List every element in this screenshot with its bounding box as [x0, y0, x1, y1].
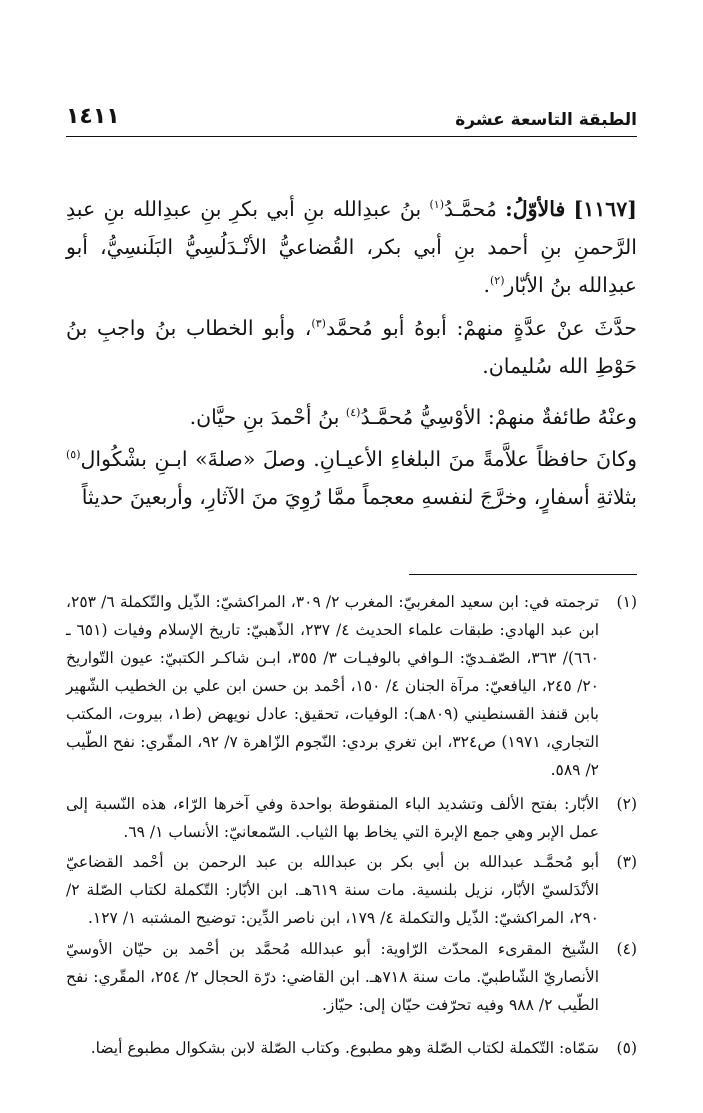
footnote-2 [66, 790, 637, 846]
text-run: حدَّثَ عنْ عدَّةٍ منهمْ: أبوهُ أبو مُحمَّد [325, 316, 637, 340]
entry-paragraph-3 [66, 398, 637, 436]
footnote-ref-5: (٥) [66, 448, 81, 462]
footnote-separator [409, 574, 637, 575]
page-number: ١٤١١ [66, 104, 120, 129]
text-run: مُحمَّـدُ [444, 197, 497, 221]
footnote-text: ترجمته في: ابن سعيد المغربيّ: المغرب ٢/ ٣٠٩، المراكشيّ: الذّيل والتّكملة ٦/ ٢٥٣، ابن عبد الهادي: طبقات علماء الحديث ٤/ ٢٣٧، الذّهبيّ: تاريخ الإسلام وفيات (٦٥١ ـ ٦٦٠)/ ٣٦٣، الصّفـديّ: الـوافي بالوفيـات ٣/ ٣٥٥، ابـن شاكـر الكتبيّ: عيون التّواريخ ٢٠/ ٢٤٥، اليافعيّ: مرآة الجنان ٤/ ١٥٠، أحْمد بن حسن ابن علي بن الخطيب الشّهير بابن قنفذ القسنطيني (٨٠٩هـ): الوفيات، تحقيق: عادل نويهض (ط١، بيروت، المكتب التجاري، ١٩٧١) ص٣٢٤، ابن تغري بردي: النّجوم الزّاهرة ٧/ ٩٢، المقّري: نفح الطّيب ٢/ ٥٨٩. [66, 593, 600, 779]
text-run: وعنْهُ طائفةٌ منهمْ: الأوْسِيُّ مُحمَّـدُ [360, 405, 637, 429]
footnote-ref-4: (٤) [345, 406, 361, 420]
footnote-number: (٢) [616, 795, 637, 813]
text-run: بنُ عبدِالله بنِ أبي بكرِ بنِ عبدِالله بنِ عبدِ الرَّحمنِ بنِ أحمد بنِ أبي بكر، القُضاعيُّ الأنْـدَلُسِيُّ البَلَنسِيُّ، أبو عبدِالله بنُ الأبّار [66, 197, 637, 297]
running-title: الطبقة التاسعة عشرة [455, 110, 637, 130]
footnote-5 [66, 1034, 637, 1062]
page-header [66, 100, 637, 137]
entry-paragraph-4 [66, 440, 637, 516]
text-run: ، وأبو الخطاب بنُ واجبِ بنُ حَوْطِ الله سُليمان. [66, 316, 637, 378]
footnote-3 [66, 848, 637, 932]
footnote-text: أبو مُحمَّـد عبدالله بن أبي بكر بن عبدالله بن عبد الرحمن بن أحْمد القضاعيّ الأنْدَلسيّ الأبّار، نزيل بلنسية. مات سنة ٦١٩هـ. ابن الأبّار: التّكملة لكتاب الصّلة ٢/ ٢٩٠، المراكشيّ: الذّيل والتكملة ٤/ ١٧٩، ابن ناصر الدِّين: توضيح المشتبه ١/ ١٢٧. [66, 853, 599, 927]
footnote-number: (١) [616, 593, 637, 611]
entry-paragraph-2 [66, 309, 637, 385]
footnote-ref-2: (٢) [490, 274, 505, 288]
footnote-4 [66, 935, 637, 1019]
entry-number: [١١٦٧] [573, 197, 637, 221]
text-run: وكانَ حافظاً علاَّمةً منَ البلغاءِ الأعيـانِ. وصلَ «صلةَ» ابـنِ بشْكُوال [80, 447, 637, 471]
footnote-text: سَمّاه: التّكملة لكتاب الصّلة وهو مطبوع. وكتاب الصّلة لابن بشكوال مطبوع أيضا. [90, 1039, 599, 1057]
text-run: . [483, 273, 490, 297]
footnote-ref-1: (١) [429, 198, 445, 212]
footnote-number: (٥) [616, 1039, 637, 1057]
entry-paragraph-1 [66, 190, 637, 304]
text-run: بنُ أحْمدَ بنِ حيَّان. [189, 405, 346, 429]
entry-label: فالأوّلُ: [505, 197, 566, 221]
footnote-number: (٤) [616, 940, 637, 958]
footnote-number: (٣) [616, 853, 637, 871]
footnote-ref-3: (٣) [311, 317, 326, 331]
footnote-text: الأبّار: بفتح الألف وتشديد الباء المنقوطة بواحدة وفي آخرها الرّاء، هذه النّسبة إلى عمل الإبر وهي جمع الإبرة التي يخاط بها الثياب. السّمعانيّ: الأنساب ١/ ٦٩. [66, 795, 599, 841]
footnote-text: الشّيخ المقرىء المحدّث الرّاوية: أبو عبدالله مُحمَّد بن أحْمد بن حيّان الأوسيّ الأنصاريّ الشّاطبيّ. مات سنة ٧١٨هـ. ابن القاضي: درّة الحجال ٢/ ٢٥٤، المقّري: نفح الطّيب ٢/ ٩٨٨ وفيه تحرّفت حيّان إلى: حيّاز. [66, 940, 600, 1014]
footnote-1 [66, 588, 637, 784]
text-run: بثلاثةِ أسفارٍ، وخرَّجَ لنفسهِ معجماً ممَّا رُوِيَ منَ الآثارِ، وأربعينَ حديثاً [81, 485, 637, 509]
